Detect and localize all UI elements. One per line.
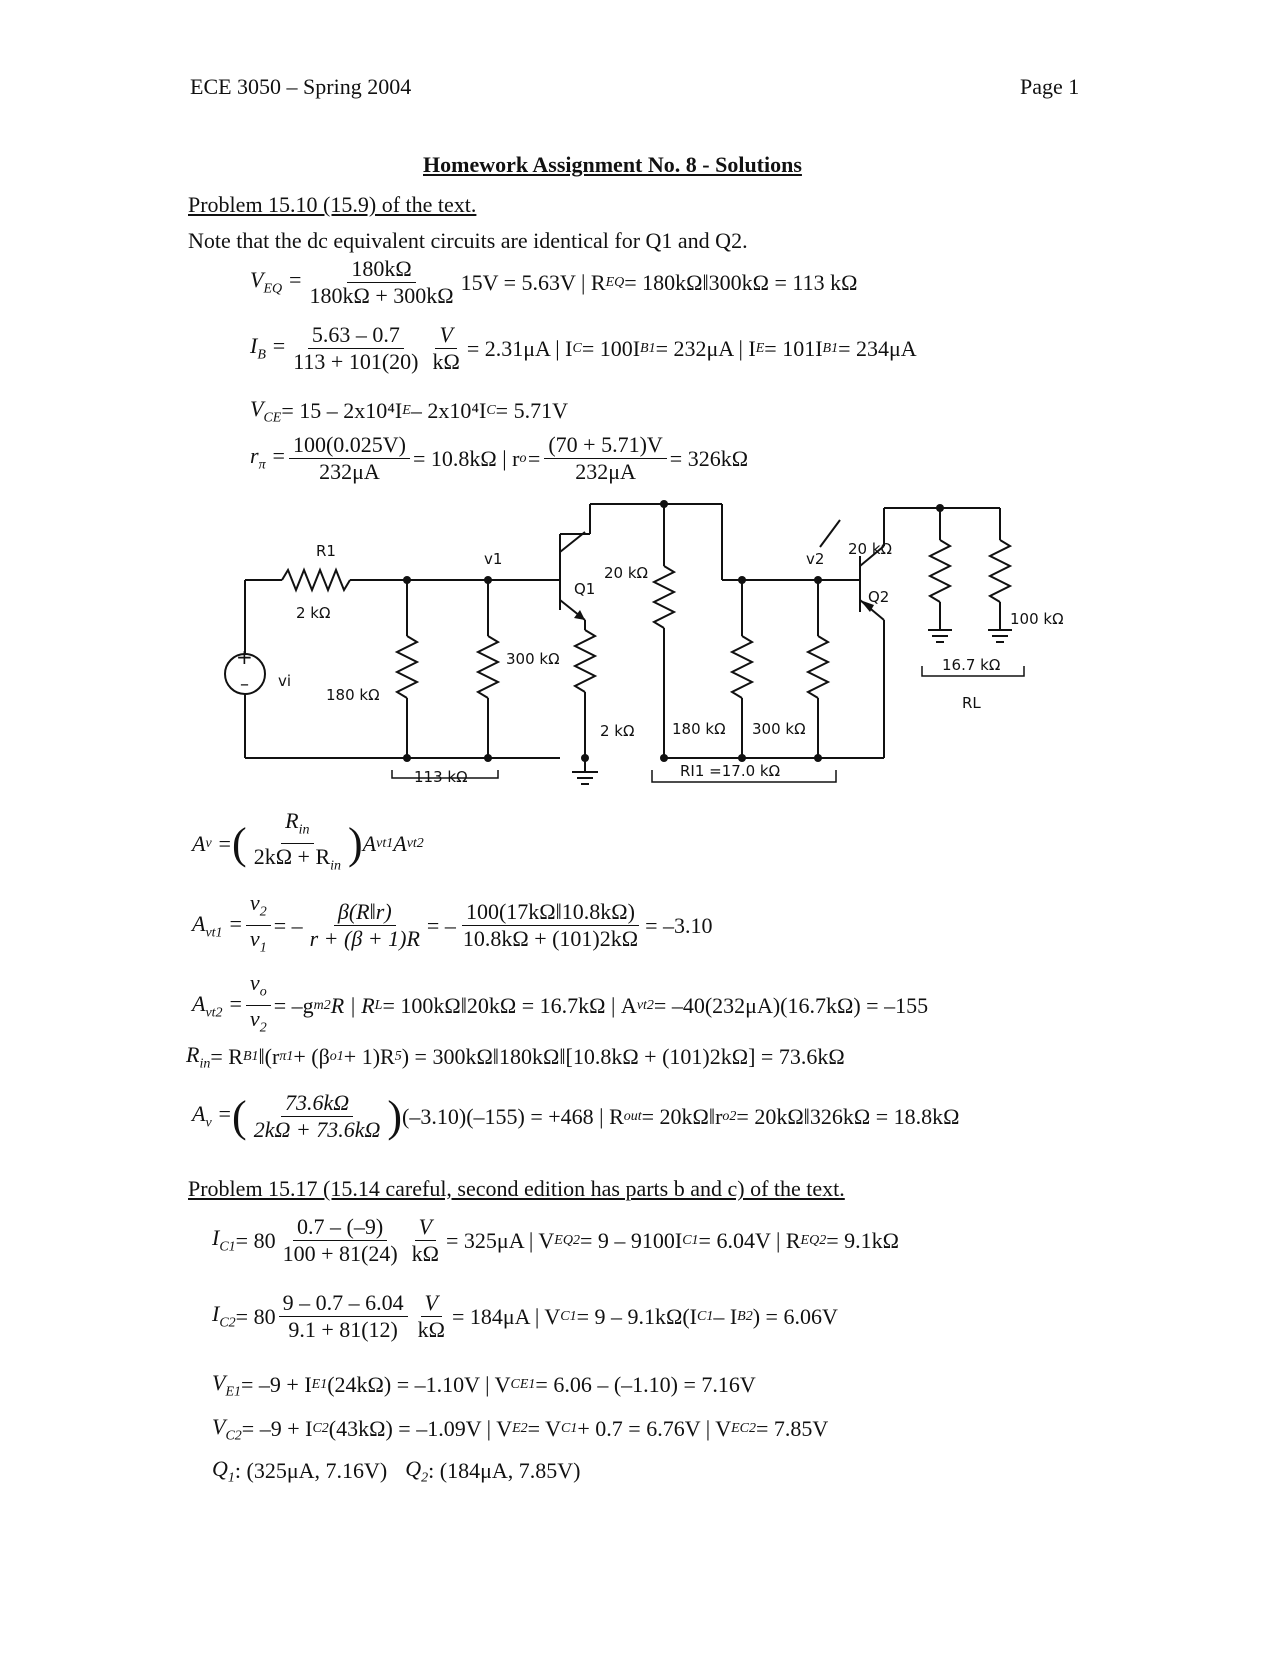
vc1-end: ) = 6.06V [752, 1303, 838, 1329]
ib-unit-num: V [435, 322, 456, 349]
vc2-equation: $V_{C2}$ = –9 + I C2 (43kΩ) = –1.09V | V E2 = V C1 + 0.7 = 6.76V | V EC2 = 7.85V [212, 1414, 829, 1444]
rin-rest3: + 1)R [343, 1044, 395, 1070]
ic1-pre: = 80 [235, 1227, 276, 1253]
ic-val: = 232μA | I [655, 335, 756, 361]
r300b-value: 300 kΩ [752, 720, 806, 738]
ib-equation: $I_B$ = $\frac{5.63 - 0.7}{113 + 101(20)}$ $\frac{V}{k\Omega}$ = 2.31μA | I C = 100I B1 = 232μA | I E = 101I B1 = 234μA [250, 322, 917, 374]
avt2-equation: $A_{vt2}$ = $\frac{v_o}{v_2}$ = –g m2 R | R L = 100kΩ‖20kΩ = 16.7kΩ | A vt2 = –40(232μA)(16.7kΩ) = –155 [192, 970, 929, 1036]
ic1-num: 0.7 – (–9) [293, 1214, 387, 1241]
ve1-equation: $V_{E1}$ = –9 + I E1 (24kΩ) = –1.10V | V CE1 = 6.06 – (–1.10) = 7.16V [212, 1370, 756, 1400]
rpi-ro-equation: $r_\pi$ = $\frac{100(0.025V)}{232\mu A}$ = 10.8kΩ | r o = $\frac{(70 + 5.71)V}{232\mu A}$ = 326kΩ [250, 432, 749, 484]
ve2-val: = V [527, 1416, 562, 1442]
ib-den: 113 + 101(20) [293, 349, 419, 374]
av2-rest: (–3.10)(–155) = +468 | R [402, 1103, 624, 1129]
avt1-frac-den: v [249, 926, 260, 952]
vce-equation: $V_{CE}$ = 15 – 2x10⁴I E – 2x10⁴I C = 5.71V [250, 396, 568, 426]
ro-val: = 326kΩ [669, 445, 749, 471]
rpi-den: 232μA [319, 459, 380, 484]
rin-rest: ‖(r [258, 1044, 280, 1070]
rin-val: ) = 300kΩ‖180kΩ‖[10.8kΩ + (101)2kΩ] = 73.6kΩ [401, 1044, 845, 1070]
ve1-line: = –9 + I [241, 1372, 312, 1398]
ic1-den: 100 + 81(24) [282, 1241, 398, 1266]
problem-1-note: Note that the dc equivalent circuits are identical for Q1 and Q2. [188, 228, 748, 253]
veq-equation: $V_{EQ}$ = $\frac{180k\Omega}{180k\Omega + 300k\Omega}$ 15V = 5.63V | R EQ = 180kΩ‖300kΩ = 113 kΩ [250, 256, 858, 308]
veq2-val: = 9 – 9100I [579, 1227, 683, 1253]
av2-num: 73.6kΩ [281, 1090, 353, 1117]
avt1-num2: 100(17kΩ‖10.8kΩ) [462, 899, 639, 926]
problem-2-heading: Problem 15.17 (15.14 careful, second edition has parts b and c) of the text. [188, 1176, 845, 1201]
ic2-unit-num: V [421, 1290, 442, 1317]
vc2-line: = –9 + I [241, 1416, 313, 1442]
av2-den: 2kΩ + 73.6kΩ [253, 1117, 381, 1142]
veq2-val2: = 6.04V | R [698, 1227, 801, 1253]
vi-label: vi [278, 672, 292, 690]
rpi-val: = 10.8kΩ | r [412, 445, 520, 471]
r100-value: 100 kΩ [1010, 610, 1064, 628]
ve1-val: (24kΩ) = –1.10V | V [327, 1372, 511, 1398]
q2-label: Q2 [868, 588, 890, 606]
vce-val: = 5.71V [495, 398, 568, 424]
q1-point: : (325μA, 7.16V) [234, 1458, 388, 1484]
rin-rest2: + (β [293, 1044, 330, 1070]
r20b-value: 20 kΩ [848, 540, 893, 558]
problem-1-heading: Problem 15.10 (15.9) of the text. [188, 192, 477, 217]
r1-resistor [282, 570, 350, 590]
r167-value: 16.7 kΩ [942, 656, 1001, 674]
ie-rest: = 101I [764, 335, 823, 361]
q1-label: Q1 [574, 580, 596, 598]
rin-line: = R [210, 1044, 243, 1070]
veq-den: 180kΩ + 300kΩ [309, 283, 454, 308]
av-equation: A v = ( $\frac{R_{in}}{2k\Omega + R_{in}}$ ) A vt1 A vt2 [192, 808, 424, 874]
avt1-num: β(R‖r) [334, 899, 396, 926]
ic2-equation: $I_{C2}$ = 80 $\frac{9 - 0.7 - 6.04}{9.1 + 81(12)}$ $\frac{V}{k\Omega}$ = 184μA | V C1 = 9 – 9.1kΩ(I C1 – I B2 ) = 6.06V [212, 1290, 838, 1342]
r100-resistor [990, 540, 1010, 602]
avt1-den: r + (β + 1)R [309, 926, 420, 952]
q-point-line: $Q_1$ : (325μA, 7.16V) $Q_2$ : (184μA, 7.85V) [212, 1456, 581, 1486]
avt1-frac-num: v [249, 890, 260, 915]
r300a-resistor [478, 636, 498, 698]
r2k-resistor [575, 630, 595, 692]
r180b-resistor [732, 636, 752, 698]
ic2-pre: = 80 [235, 1303, 276, 1329]
r20a-resistor [654, 566, 674, 628]
svg-text:–: – [240, 674, 249, 695]
ib-rest: = 2.31μA | I [466, 335, 573, 361]
page-title: Homework Assignment No. 8 - Solutions [423, 152, 802, 177]
ic2-den: 9.1 + 81(12) [288, 1317, 398, 1342]
rout-rest: = 20kΩ‖r [641, 1103, 723, 1129]
ic2-num: 9 – 0.7 – 6.04 [279, 1290, 408, 1317]
avt2-val: = –40(232μA)(16.7kΩ) = –155 [653, 992, 929, 1018]
avt2-text: = –g [273, 992, 314, 1018]
ib-unit-den: kΩ [432, 349, 460, 374]
r2k-value: 2 kΩ [600, 722, 635, 740]
rout-val: = 20kΩ‖326kΩ = 18.8kΩ [736, 1103, 960, 1129]
ib-num: 5.63 – 0.7 [308, 322, 404, 349]
avt1-den2: 10.8kΩ + (101)2kΩ [462, 926, 639, 952]
avt1-val: = –3.10 [645, 912, 713, 938]
req2-val: = 9.1kΩ [826, 1227, 899, 1253]
ic2-val: = 184μA | V [451, 1303, 561, 1329]
r20a-value: 20 kΩ [604, 564, 649, 582]
vec2-val: = 7.85V [755, 1416, 829, 1442]
v1-label: v1 [484, 550, 503, 568]
ro-num: (70 + 5.71)V [544, 432, 666, 459]
veq-num: 180kΩ [347, 256, 415, 283]
r180a-resistor [397, 636, 417, 698]
avt1-equation: $A_{vt1}$ = $\frac{v_2}{v_1}$ = – $\frac{\beta(R‖r)}{r + (\beta + 1)R}$ = – $\frac{100(17k\Omega‖10.8k\Omega)}{10.8k\Omega + (101)2k\Omega}$ = –3.10 [192, 890, 713, 956]
ro-den: 232μA [575, 459, 636, 484]
req-rest: = 180kΩ‖300kΩ = 113 kΩ [624, 269, 858, 295]
vce-mid: – 2x10⁴I [410, 398, 487, 424]
v2-label: v2 [806, 550, 825, 568]
vc2-val: (43kΩ) = –1.09V | V [328, 1416, 513, 1442]
av-rhs: A [362, 830, 377, 856]
page-number: Page 1 [1020, 74, 1080, 99]
rin-equation: $R_{in}$ = R B1 ‖(r π1 + (β o1 + 1)R 5 ) = 300kΩ‖180kΩ‖[10.8kΩ + (101)2kΩ] = 73.6kΩ [186, 1042, 845, 1072]
r300a-value: 300 kΩ [506, 650, 560, 668]
vce-text: = 15 – 2x10⁴I [281, 398, 403, 424]
ic1-val: = 325μA | V [446, 1227, 555, 1253]
av-final-equation: $A_v$ = ( $\frac{73.6k\Omega}{2k\Omega + 73.6k\Omega}$ ) (–3.10)(–155) = +468 | R out = 20kΩ‖r o2 = 20kΩ‖326kΩ = 18.8kΩ [192, 1090, 960, 1142]
r20b-resistor [930, 540, 950, 602]
svg-text:+: + [236, 645, 253, 669]
vce1-val: = 6.06 – (–1.10) = 7.16V [535, 1372, 756, 1398]
ic-rest: = 100I [581, 335, 641, 361]
rpi-num: 100(0.025V) [289, 432, 410, 459]
ic1-unit-den: kΩ [411, 1241, 440, 1266]
r180b-value: 180 kΩ [672, 720, 726, 738]
vc1-val: = 9 – 9.1kΩ(I [576, 1303, 697, 1329]
avt2-rlval: = 100kΩ‖20kΩ = 16.7kΩ | A [382, 992, 637, 1018]
r180a-value: 180 kΩ [326, 686, 380, 704]
ic2-unit-den: kΩ [417, 1317, 445, 1342]
ri1-value: RI1 =17.0 kΩ [680, 762, 781, 780]
ie-val: = 234μA [838, 335, 917, 361]
r1-label: R1 [316, 542, 336, 560]
ic1-equation: $I_{C1}$ = 80 $\frac{0.7 - (-9)}{100 + 81(24)}$ $\frac{V}{k\Omega}$ = 325μA | V EQ2 = 9 – 9100I C1 = 6.04V | R EQ2 = 9.1kΩ [212, 1214, 899, 1266]
av-lhs: A [192, 830, 206, 856]
r1-value: 2 kΩ [296, 604, 331, 622]
vc1-mid: – I [713, 1303, 738, 1329]
rl-label: RL [962, 694, 981, 712]
course-header: ECE 3050 – Spring 2004 [190, 74, 412, 99]
q2-point: : (184μA, 7.85V) [428, 1458, 581, 1484]
av-den: 2kΩ + R [253, 844, 331, 870]
ic1-unit-num: V [415, 1214, 436, 1241]
r113-value: 113 kΩ [414, 768, 468, 786]
avt2-rl: R | R [330, 992, 375, 1018]
av-num: R [285, 808, 299, 833]
r300b-resistor [808, 636, 828, 698]
ve2-val2: + 0.7 = 6.76V | V [577, 1416, 732, 1442]
veq-rest: 15V = 5.63V | R [460, 269, 606, 295]
